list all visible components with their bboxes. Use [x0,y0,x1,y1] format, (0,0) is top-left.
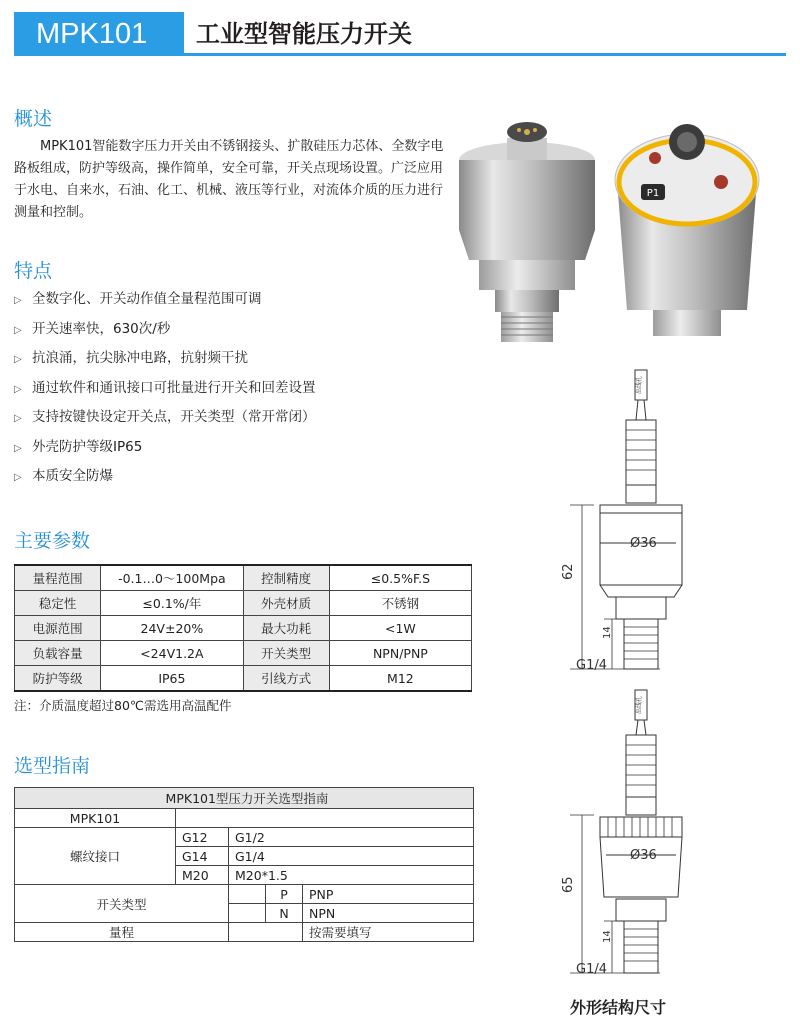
model-badge: MPK101 [14,12,184,56]
features-list [14,289,454,496]
table-row: 开关类型 P PNP [15,885,474,904]
svg-text:出线孔: 出线孔 [636,695,643,715]
table-row: 量程 按需要填写 [15,923,474,942]
display-mark: P1 [646,188,660,199]
dimension-caption: 外形结构尺寸 [570,998,667,1017]
diameter-top: Ø36 [630,536,657,551]
triangle-bullet-icon: ▷ [14,472,22,483]
product-photos [445,110,790,350]
list-item: ▷ 支持按键快设定开关点，开关类型（常开常闭） [14,407,454,437]
list-item: ▷ 通过软件和通讯接口可批量进行开关和回差设置 [14,378,454,408]
features-title: 特点 [14,260,53,282]
selection-title: 选型指南 [14,755,91,777]
page-title: 工业型智能压力开关 [196,20,412,48]
triangle-bullet-icon: ▷ [14,413,22,424]
table-row: G14 G1/4 [15,847,474,866]
dimension-drawing-bottom [561,690,682,977]
height-65: 65 [561,876,576,893]
svg-text:14: 14 [602,930,613,943]
table-row: 螺纹接口 G12 G1/2 [15,828,474,847]
table-row: M20 M20*1.5 [15,866,474,885]
params-table [14,564,472,692]
table-row: MPK101型压力开关选型指南 [15,788,474,809]
table-row: 量程范围 -0.1…0～100Mpa 控制精度 ≤0.5%F.S [15,565,472,591]
product-photo-display [615,124,759,336]
list-item: ▷ 抗浪涌，抗尖脉冲电路，抗射频干扰 [14,348,454,378]
triangle-bullet-icon: ▷ [14,442,22,454]
list-item: ▷ 开关速率快，630次/秒 [14,319,454,349]
svg-text:出线孔: 出线孔 [636,375,643,395]
svg-text:G1/4: G1/4 [576,658,607,673]
dimension-drawing-top [561,370,682,673]
triangle-bullet-icon: ▷ [14,354,22,365]
triangle-bullet-icon: ▷ [14,295,22,306]
product-photo-side [459,122,595,342]
table-row: 防护等级 IP65 引线方式 M12 [15,666,472,692]
table-row: N NPN [15,904,474,923]
list-item: ▷ 外壳防护等级IP65 [14,437,454,467]
list-item: ▷ 全数字化、开关动作值全量程范围可调 [14,289,454,319]
table-row: MPK101 [15,809,474,828]
dimension-drawings [560,365,790,990]
overview-text: MPK101智能数字压力开关由不锈钢接头、扩散硅压力芯体、全数字电路板组成，防护等级高，操作简单，安全可靠，开关点现场设置。广泛应用于水电、自来水，石油、化工、机械、液压等行业，对流体介质的压力进行测量和控制。 [14,139,444,220]
overview-title: 概述 [14,108,53,130]
svg-text:14: 14 [602,626,613,639]
height-62: 62 [561,563,576,580]
params-note: 注：介质温度超过80℃需选用高温配件 [14,698,232,713]
params-title: 主要参数 [14,530,91,552]
table-row: 负载容量 <24V1.2A 开关类型 NPN/PNP [15,641,472,666]
table-row: 电源范围 24V±20% 最大功耗 <1W [15,616,472,641]
triangle-bullet-icon: ▷ [14,324,22,336]
triangle-bullet-icon: ▷ [14,383,22,395]
svg-text:G1/4: G1/4 [576,962,607,977]
selection-table [14,787,474,942]
list-item: ▷ 本质安全防爆 [14,466,454,496]
header-rule [184,53,786,56]
table-row: 稳定性 ≤0.1%/年 外壳材质 不锈钢 [15,591,472,616]
diameter-bottom: Ø36 [630,848,657,863]
